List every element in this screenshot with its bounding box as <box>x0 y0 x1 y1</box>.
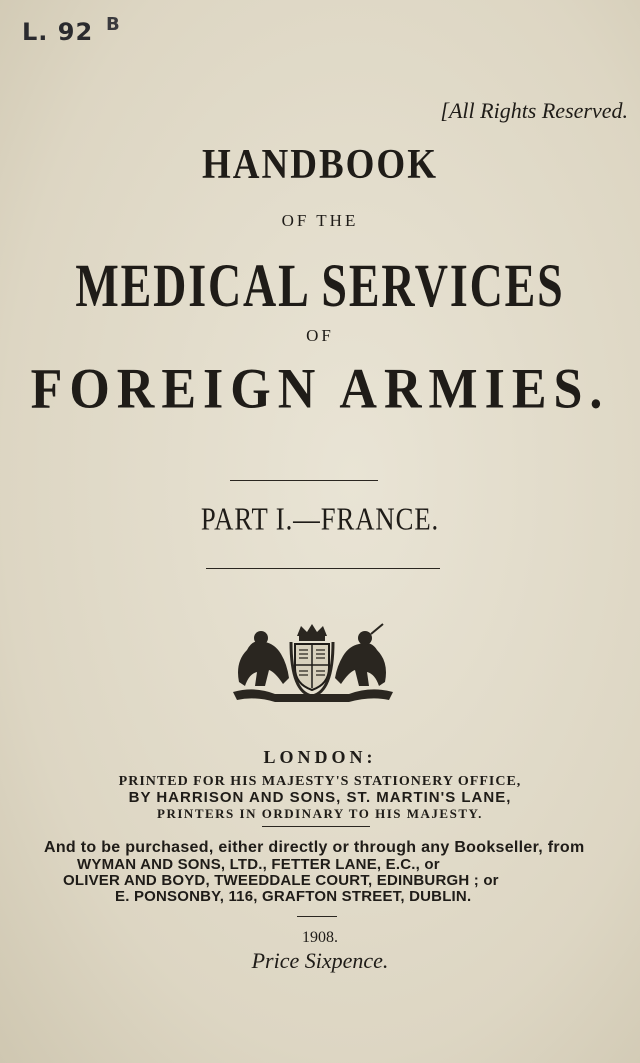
title-medical-services: MEDICAL SERVICES <box>75 251 565 320</box>
imprint-printed-for: PRINTED FOR HIS MAJESTY'S STATIONERY OFFICE, <box>118 774 522 789</box>
imprint-printers-role: PRINTERS IN ORDINARY TO HIS MAJESTY. <box>157 806 483 821</box>
divider-imprint <box>262 826 370 827</box>
purchase-line-2: WYMAN AND SONS, LTD., FETTER LANE, E.C., or <box>77 856 440 873</box>
divider-lower <box>206 568 440 569</box>
title-handbook: HANDBOOK <box>202 141 438 189</box>
shelfmark: L. 92 <box>22 18 94 46</box>
purchase-line-4: E. PONSONBY, 116, GRAFTON STREET, DUBLIN. <box>115 888 472 905</box>
publication-year: 1908. <box>302 929 338 946</box>
title-of: OF <box>306 326 334 345</box>
imprint-printer: BY HARRISON AND SONS, ST. MARTIN'S LANE, <box>128 789 512 806</box>
purchase-line-1: And to be purchased, either directly or through any Bookseller, from <box>44 839 585 856</box>
divider-year <box>297 916 337 917</box>
part-heading: PART I.—FRANCE. <box>200 502 440 538</box>
title-of-the: OF THE <box>281 211 359 230</box>
price: Price Sixpence. <box>251 948 389 973</box>
divider-upper <box>230 480 378 481</box>
rights-reserved-notice: [All Rights Reserved. <box>440 98 628 123</box>
shelfmark-annotation: B <box>106 14 120 35</box>
royal-coat-of-arms-icon <box>225 622 400 702</box>
imprint-city: LONDON: <box>263 747 377 767</box>
purchase-line-3: OLIVER AND BOYD, TWEEDDALE COURT, EDINBURGH ; or <box>63 872 499 889</box>
title-foreign-armies: FOREIGN ARMIES. <box>30 358 610 421</box>
